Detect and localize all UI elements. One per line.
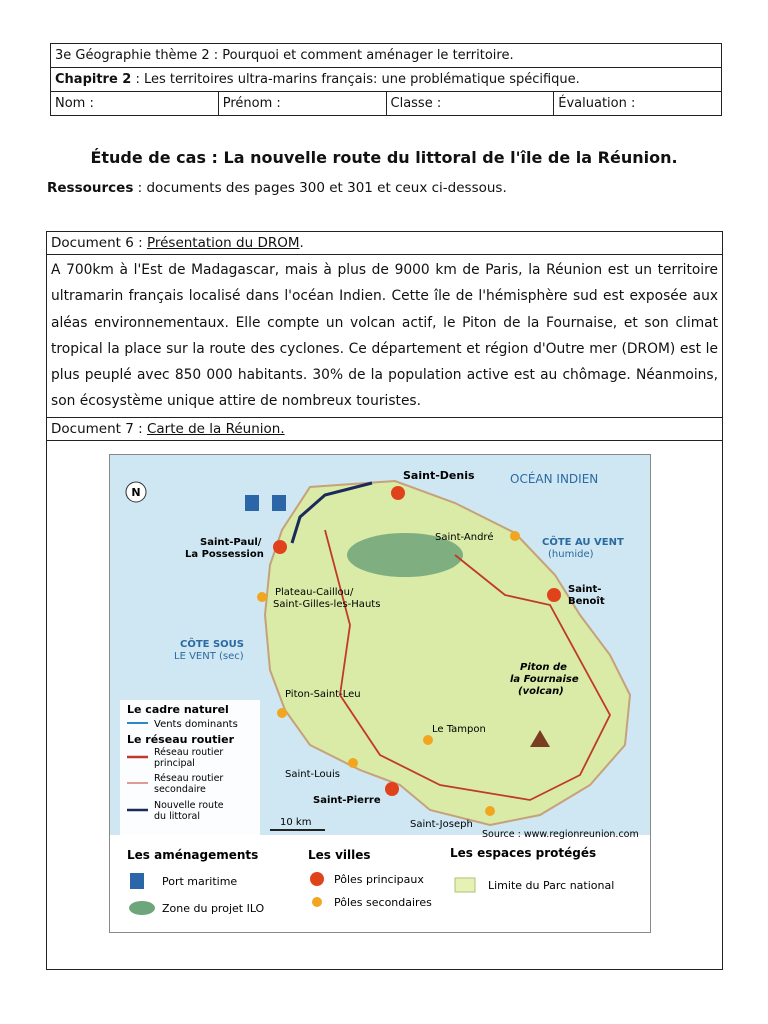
city-label-saint-pierre: Saint-Pierre — [313, 794, 381, 806]
city-label-saint-andre: Saint-André — [435, 531, 494, 543]
doc6-text: A 700km à l'Est de Madagascar, mais à plus de 9000 km de Paris, la Réunion est un territoire ultramarin français localisé dans l'océan Indien. Cette île de l'hémisphère sud est exposée aux aléas environnementaux. Elle compte un volcan actif, le Piton de la Fournaise, et son climat tropical la place sur la route des cyclones. Ce département et région d'Outre mer (DROM) est le plus peuplé avec 850 000 habitants. 30% de la population active est au chômage. Néanmoins, son écosystème unique attire de nombreux touristes. — [47, 255, 722, 418]
city-label-saint-paul: Saint-Paul/ — [200, 536, 262, 548]
map-svg — [110, 455, 650, 932]
doc6-suffix: . — [299, 235, 304, 251]
city-label-piton-saint-leu: Piton-Saint-Leu — [285, 688, 361, 700]
resources-label: Ressources — [47, 180, 134, 196]
doc6-heading — [47, 232, 722, 255]
city-label-saint-benoit-2: Benoît — [568, 595, 605, 607]
port-icon-2 — [272, 495, 286, 511]
city-piton-saint-leu — [277, 708, 287, 718]
legend-parc: Limite du Parc national — [488, 878, 615, 892]
documents-box — [46, 231, 723, 970]
classe-cell[interactable]: Classe : — [386, 92, 554, 116]
legend-vents: Vents dominants — [154, 718, 238, 730]
city-plateau — [257, 592, 267, 602]
legend-villes: Les villes — [308, 847, 371, 862]
reunion-map — [109, 454, 651, 933]
legend-port-icon — [130, 873, 144, 889]
legend-secondaire-2: secondaire — [154, 783, 206, 795]
cote-sous-sub: LE VENT (sec) — [174, 650, 244, 662]
city-label-saint-joseph: Saint-Joseph — [410, 818, 473, 830]
doc6-title: Présentation du DROM — [146, 235, 300, 251]
city-saint-denis — [391, 486, 405, 500]
doc7-heading — [47, 418, 722, 441]
city-label-saint-louis: Saint-Louis — [285, 768, 340, 780]
legend-nouvelle: Nouvelle route — [154, 799, 224, 811]
resources-line — [47, 180, 507, 196]
legend-espaces: Les espaces protégés — [450, 845, 597, 860]
legend-ilo-icon — [129, 901, 155, 915]
page-title: Étude de cas : La nouvelle route du littoral de l'île de la Réunion. — [90, 148, 678, 167]
legend-amenagements: Les aménagements — [127, 847, 259, 862]
legend-reseau: Le réseau routier — [127, 732, 235, 746]
nom-cell[interactable]: Nom : — [51, 92, 219, 116]
legend-cadre: Le cadre naturel — [127, 702, 229, 716]
north-label: N — [131, 485, 141, 499]
chapter-label: Chapitre 2 — [55, 72, 132, 87]
legend-secondaire: Réseau routier — [154, 772, 224, 784]
city-le-tampon — [423, 735, 433, 745]
doc7-title: Carte de la Réunion. — [146, 420, 285, 437]
piton-label: Piton de — [520, 661, 567, 673]
map-area — [47, 441, 722, 951]
source-label: Source : www.regionreunion.com — [482, 828, 639, 840]
legend-poles-s: Pôles secondaires — [334, 895, 432, 909]
theme-cell: 3e Géographie thème 2 : Pourquoi et comment aménager le territoire. — [51, 44, 722, 68]
ocean-label: OCÉAN INDIEN — [510, 471, 599, 486]
city-label-plateau-2: Saint-Gilles-les-Hauts — [273, 598, 381, 610]
cote-sous-label: CÔTE SOUS — [180, 638, 244, 650]
legend-park-icon — [455, 878, 475, 892]
city-saint-pierre — [385, 782, 399, 796]
chapter-cell — [51, 68, 722, 92]
legend-main-city-icon — [310, 872, 324, 886]
legend-nouvelle-2: du littoral — [154, 810, 200, 822]
city-saint-joseph — [485, 806, 495, 816]
city-label-saint-paul-2: La Possession — [185, 548, 264, 560]
piton-label-2: la Fournaise — [510, 673, 579, 685]
legend-poles-p: Pôles principaux — [334, 872, 424, 886]
city-saint-andre — [510, 531, 520, 541]
doc7-prefix: Document 7 : — [51, 420, 147, 437]
resources-text: : documents des pages 300 et 301 et ceux ci-dessous. — [133, 180, 507, 196]
city-label-plateau: Plateau-Caillou/ — [275, 586, 354, 598]
city-label-saint-denis: Saint-Denis — [403, 468, 475, 482]
evaluation-cell[interactable]: Évaluation : — [554, 92, 722, 116]
doc6-prefix: Document 6 : — [51, 235, 147, 251]
legend-sec-city-icon — [312, 897, 322, 907]
header-table — [50, 43, 722, 116]
city-saint-louis — [348, 758, 358, 768]
port-icon — [245, 495, 259, 511]
legend-principal: Réseau routier — [154, 746, 224, 758]
chapter-text: : Les territoires ultra-marins français: une problématique spécifique. — [131, 72, 580, 87]
legend-principal-2: principal — [154, 757, 195, 769]
city-saint-paul — [273, 540, 287, 554]
legend-port: Port maritime — [162, 874, 238, 888]
scale-label: 10 km — [280, 816, 312, 828]
city-saint-benoit — [547, 588, 561, 602]
piton-label-3: (volcan) — [518, 685, 564, 697]
cote-vent-sub: (humide) — [548, 548, 594, 560]
city-label-le-tampon: Le Tampon — [432, 723, 486, 735]
city-label-saint-benoit: Saint- — [568, 583, 602, 595]
legend-ilo: Zone du projet ILO — [162, 901, 265, 915]
prenom-cell[interactable]: Prénom : — [218, 92, 386, 116]
cote-vent-label: CÔTE AU VENT — [542, 536, 624, 548]
